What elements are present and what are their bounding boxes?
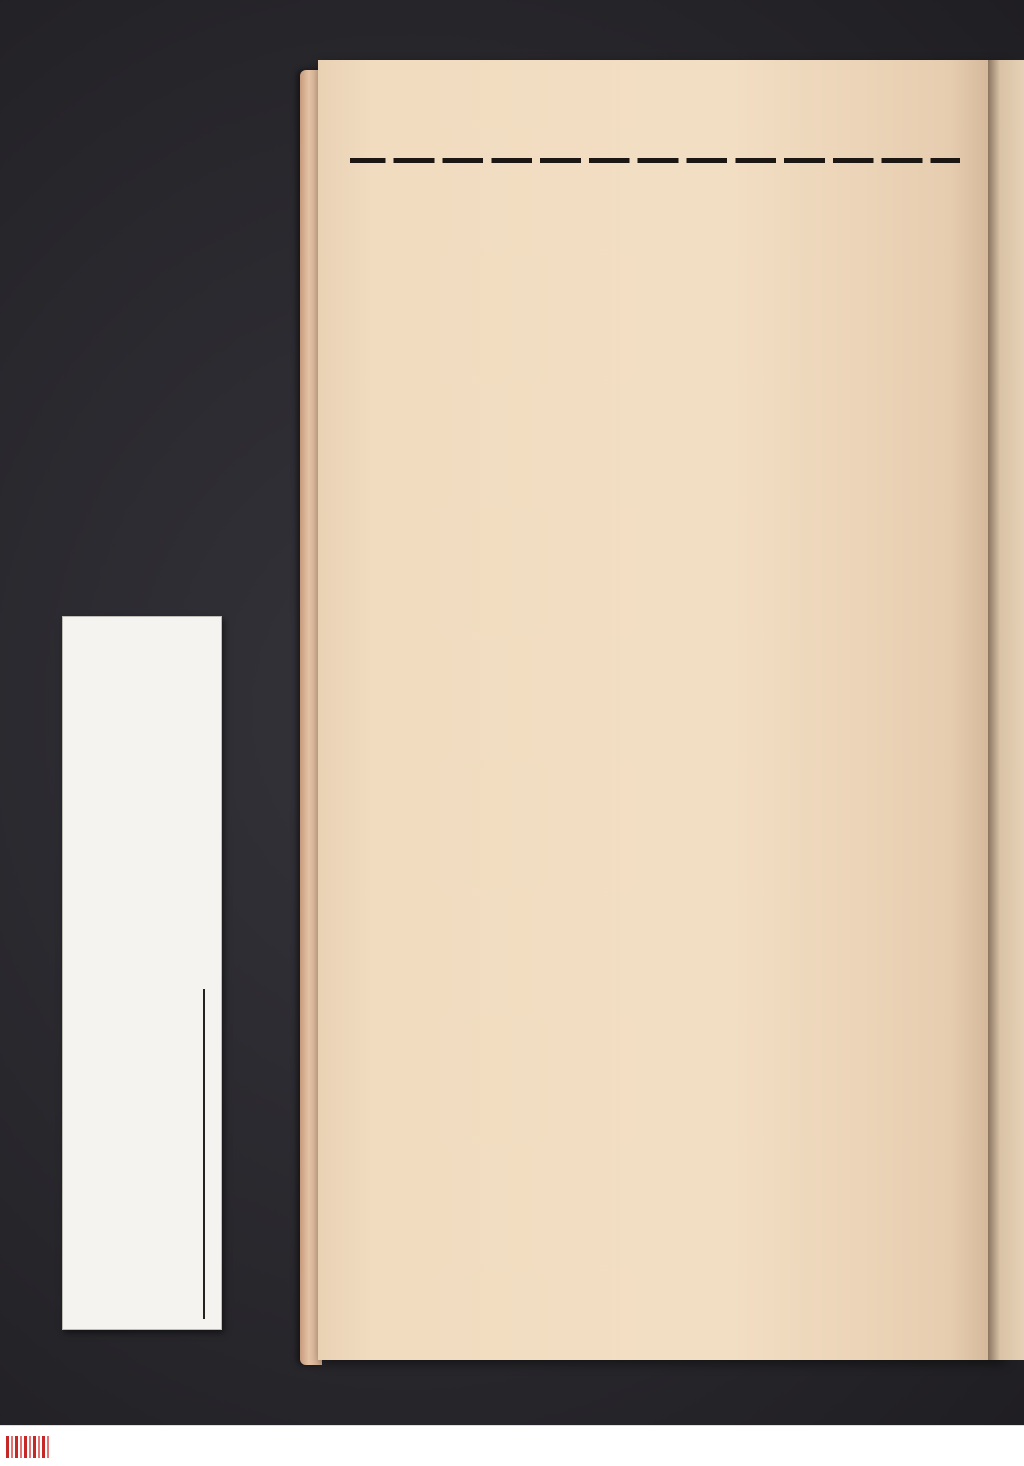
gray-scale-ruler [62,616,222,1330]
page-text [354,172,962,190]
ruler-rotated [63,617,221,1329]
running-head [350,112,960,152]
footer-bar [0,1425,1024,1466]
next-page-edge [988,60,1024,1360]
book-page [318,60,1004,1360]
header-rule [350,158,960,163]
ruler-ticks [163,989,205,1319]
hab-logo-icon [6,1436,50,1458]
